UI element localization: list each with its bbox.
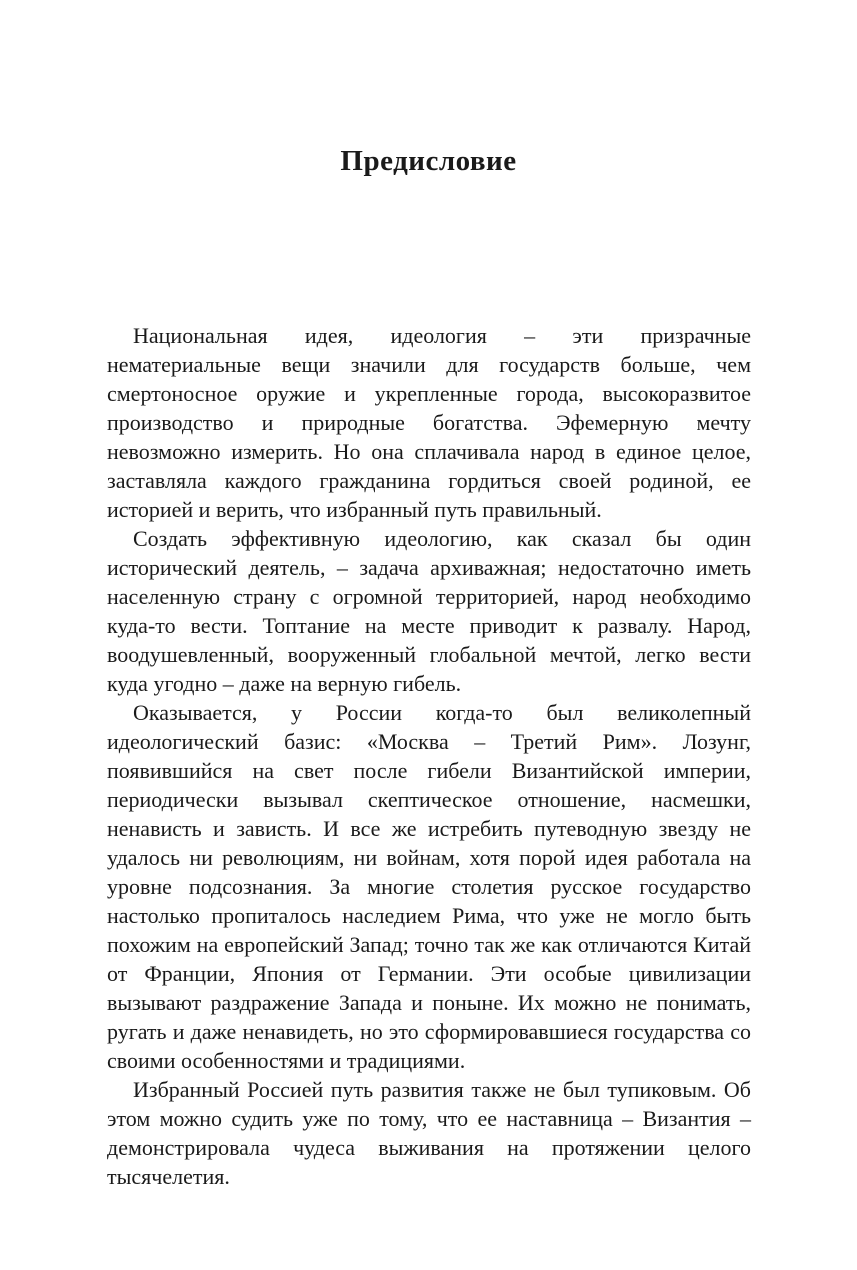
paragraph-1: Национальная идея, идеология – эти призрачные нематериальные вещи значили для государств больше, чем смертоносное оружие и укрепленные города, высокоразвитое производство и природные богатства. Эфемерную мечту невозможно измерить. Но она сплачивала народ в единое целое, заставляла каждого гражданина гордиться своей родиной, ее историей и верить, что избранный путь правильный. bbox=[107, 323, 751, 522]
paragraph-4: Избранный Россией путь развития также не был тупиковым. Об этом можно судить уже по тому, что ее наставница – Византия – демонстрировала чудеса выживания на протяжении целого тысячелетия. bbox=[107, 1077, 751, 1189]
chapter-title: Предисловие bbox=[340, 145, 517, 177]
paragraph-2: Создать эффективную идеологию, как сказал бы один исторический деятель, – задача архиважная; недостаточно иметь населенную страну с огромной территорией, народ необходимо куда-то вести. Топтание на месте приводит к развалу. Народ, воодушевленный, вооруженный глобальной мечтой, легко вести куда угодно – даже на верную гибель. bbox=[107, 526, 751, 696]
paragraph-3: Оказывается, у России когда-то был великолепный идеологический базис: «Москва – Третий Рим». Лозунг, появившийся на свет после гибели Византийской империи, периодически вызывал скептическое отношение, насмешки, ненависть и зависть. И все же истребить путеводную звезду не удалось ни революциям, ни войнам, хотя порой идея работала на уровне подсознания. За многие столетия русское государство настолько пропиталось наследием Рима, что уже не могло быть похожим на европейский Запад; точно так же как отличаются Китай от Франции, Япония от Германии. Эти особые цивилизации вызывают раздражение Запада и поныне. Их можно не понимать, ругать и даже ненавидеть, но это сформировавшиеся государства со своими особенностями и традициями. bbox=[107, 700, 751, 1073]
body-text bbox=[107, 321, 751, 1191]
